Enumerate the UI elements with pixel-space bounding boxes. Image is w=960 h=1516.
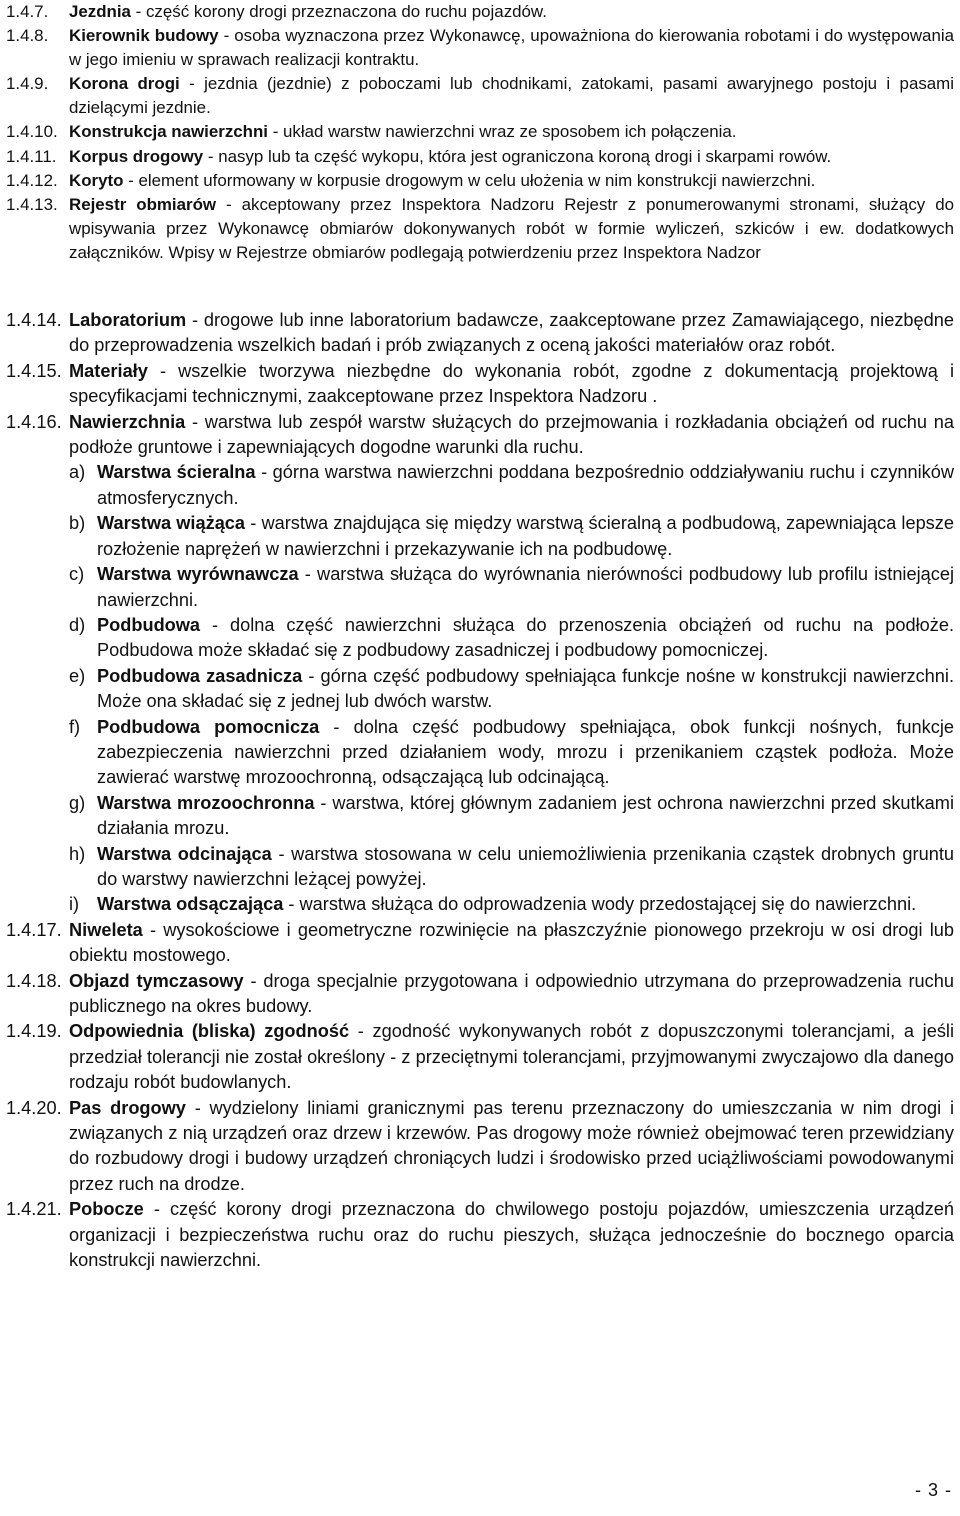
definition-body xyxy=(69,359,954,410)
definition-number: 1.4.15. xyxy=(6,360,62,381)
definition-body xyxy=(69,1197,954,1273)
definition-body xyxy=(69,24,954,72)
layer-item xyxy=(69,892,954,917)
definition-term: Konstrukcja nawierzchni xyxy=(69,122,268,142)
pavement-layers-list xyxy=(69,460,954,917)
layer-item-term: Warstwa odcinająca xyxy=(97,843,272,864)
definitions-list-part2 xyxy=(6,308,954,460)
definition-body xyxy=(69,1019,954,1095)
definition-body xyxy=(69,169,954,193)
definition-description: - drogowe lub inne laboratorium badawcze, zaakceptowane przez Zamawiającego, niezbędne do przeprowadzenia wszelkich badań i prób związanych z oceną jakości materiałów oraz robót. xyxy=(69,310,954,356)
layer-item-letter: i) xyxy=(69,894,80,915)
definition-number: 1.4.19. xyxy=(6,1021,62,1042)
definition-description: - akceptowany przez Inspektora Nadzoru Rejestr z ponumerowanymi stronami, służący do wpisywania przez Wykonawcę obmiarów dokonywanych robót w formie wyliczeń, szkiców i ew. dodatkowych załączników. Wpisy w Rejestrze obmiarów podlegają potwierdzeniu przez Inspektora Nadzor xyxy=(69,194,954,262)
layer-item-letter: c) xyxy=(69,564,85,585)
definition-entry xyxy=(6,72,954,120)
definition-number: 1.4.10. xyxy=(6,122,58,142)
definition-number: 1.4.18. xyxy=(6,970,62,991)
definition-term: Materiały xyxy=(69,360,148,381)
layer-item xyxy=(69,664,954,715)
layer-item-body xyxy=(97,460,954,511)
definition-description: - nasyp lub ta część wykopu, która jest ograniczona koroną drogi i skarpami rowów. xyxy=(203,146,832,166)
definition-term: Korona drogi xyxy=(69,74,180,94)
definition-term: Pobocze xyxy=(69,1199,144,1220)
layer-item-description: - warstwa stosowana w celu uniemożliwienia przenikania cząstek drobnych gruntu do warstwy nawierzchni leżącej powyżej. xyxy=(97,843,954,889)
definition-number: 1.4.20. xyxy=(6,1097,62,1118)
definition-term: Objazd tymczasowy xyxy=(69,970,244,991)
definition-term: Odpowiednia (bliska) zgodność xyxy=(69,1021,350,1042)
definition-description: - osoba wyznaczona przez Wykonawcę, upoważniona do kierowania robotami i do występowania w jego imieniu w sprawach realizacji kontraktu. xyxy=(69,26,954,70)
definition-number: 1.4.14. xyxy=(6,310,62,331)
definition-term: Koryto xyxy=(69,170,124,190)
definition-entry xyxy=(6,308,954,359)
definition-description: - część korony drogi przeznaczona do chwilowego postoju pojazdów, umieszczenia urządzeń organizacji i bezpieczeństwa ruchu oraz do ruchu pieszych, służąca jednocześnie do bocznego oparcia konstrukcji nawierzchni. xyxy=(69,1199,954,1271)
definition-body xyxy=(69,969,954,1020)
definitions-list-part3 xyxy=(6,918,954,1274)
definition-number: 1.4.17. xyxy=(6,919,62,940)
layer-item xyxy=(69,715,954,791)
definition-description: - warstwa lub zespół warstw służących do przejmowania i rozkładania obciążeń od ruchu na podłoże gruntowe i zapewniających dogodne warunki dla ruchu. xyxy=(69,411,954,458)
layer-item-term: Warstwa ścieralna xyxy=(97,462,256,483)
definition-description: - wszelkie tworzywa niezbędne do wykonania robót, zgodne z dokumentacją projektową i specyfikacjami technicznymi, zaakceptowane przez Inspektora Nadzoru . xyxy=(69,360,954,407)
definition-description: - wysokościowe i geometryczne rozwinięcie na płaszczyźnie pionowego przekroju w osi drogi lub obiektu mostowego. xyxy=(69,919,954,966)
layer-item-term: Warstwa wiążąca xyxy=(97,513,246,534)
definition-term: Jezdnia xyxy=(69,2,131,21)
layer-item-term: Warstwa wyrównawcza xyxy=(97,564,299,585)
layer-item-description: - górna część podbudowy spełniająca funkcje nośne w konstrukcji nawierzchni. Może ona składać się z jednej lub dwóch warstw. xyxy=(97,665,954,712)
layer-item xyxy=(69,562,954,613)
definition-term: Rejestr obmiarów xyxy=(69,194,217,214)
layer-item xyxy=(69,460,954,511)
definition-entry xyxy=(6,0,954,24)
layer-item-letter: e) xyxy=(69,665,86,686)
layer-item xyxy=(69,842,954,893)
layer-item-letter: f) xyxy=(69,716,81,737)
layer-item-body xyxy=(97,613,954,664)
definition-term: Nawierzchnia xyxy=(69,411,186,432)
layer-item-term: Podbudowa pomocnicza xyxy=(97,716,320,737)
layer-item-body xyxy=(97,842,954,893)
layer-item-letter: g) xyxy=(69,792,86,813)
definition-number: 1.4.21. xyxy=(6,1199,62,1220)
layer-item-letter: a) xyxy=(69,462,86,483)
definition-entry xyxy=(6,24,954,72)
definition-entry xyxy=(6,193,954,265)
definition-entry xyxy=(6,1096,954,1198)
definition-term: Kierownik budowy xyxy=(69,26,219,46)
layer-item-term: Podbudowa zasadnicza xyxy=(97,665,303,686)
layer-item-letter: b) xyxy=(69,513,86,534)
layer-item-description: - warstwa znajdująca się między warstwą ścieralną a podbudową, zapewniająca lepsze rozłożenie naprężeń w nawierzchni i przekazywanie ich na podbudowę. xyxy=(97,513,954,559)
definition-entry xyxy=(6,410,954,461)
definition-term: Niweleta xyxy=(69,919,143,940)
definition-entry xyxy=(6,169,954,193)
layer-item-description: - dolna część podbudowy spełniająca, obok funkcji nośnych, funkcje zabezpieczenia nawierzchni przed działaniem wody, mrozu i przenikaniem cząstek podłoża. Może zawierać warstwę mrozoochronną, odsączającą lub odcinającą. xyxy=(97,716,954,788)
definition-number: 1.4.8. xyxy=(6,26,49,46)
definition-number: 1.4.11. xyxy=(6,146,57,166)
definition-body xyxy=(69,0,954,24)
layer-item-term: Warstwa mrozoochronna xyxy=(97,792,315,813)
definition-entry xyxy=(6,120,954,144)
definition-number: 1.4.16. xyxy=(6,411,62,432)
blank-gap xyxy=(6,265,954,308)
definition-entry xyxy=(6,145,954,169)
definition-term: Laboratorium xyxy=(69,310,187,331)
definition-number: 1.4.13. xyxy=(6,194,58,214)
definition-entry xyxy=(6,1019,954,1095)
definition-description: - wydzielony liniami granicznymi pas terenu przeznaczony do umieszczania w nim drogi i związanych z nią urządzeń oraz drzew i krzewów. Pas drogowy może również obejmować teren przewidziany do rozbudowy drogi i budowy urządzeń chroniących ludzi i środowisko przed uciążliwościami powodowanymi przez ruch na drodze. xyxy=(69,1097,954,1194)
layer-item-term: Warstwa odsączająca xyxy=(97,894,284,915)
definition-body xyxy=(69,120,954,144)
definition-term: Korpus drogowy xyxy=(69,146,204,166)
definition-description: - element uformowany w korpusie drogowym w celu ułożenia w nim konstrukcji nawierzchni. xyxy=(123,170,816,190)
layer-item-term: Podbudowa xyxy=(97,614,201,635)
definition-body xyxy=(69,145,954,169)
layer-item-body xyxy=(97,664,954,715)
layer-item-letter: d) xyxy=(69,614,86,635)
definitions-text xyxy=(6,0,954,1273)
definition-body xyxy=(69,410,954,461)
layer-item xyxy=(69,791,954,842)
layer-item xyxy=(69,613,954,664)
definition-description: - droga specjalnie przygotowana i odpowiednio utrzymana do przeprowadzenia ruchu publicznego na okres budowy. xyxy=(69,970,954,1016)
layer-item-description: - warstwa, której głównym zadaniem jest ochrona nawierzchni przed skutkami działania mrozu. xyxy=(97,792,954,839)
definition-entry xyxy=(6,918,954,969)
definition-description: - jezdnia (jezdnie) z poboczami lub chodnikami, zatokami, pasami awaryjnego postoju i pasami dzielącymi jezdnie. xyxy=(69,74,955,118)
layer-item-letter: h) xyxy=(69,843,86,864)
definition-number: 1.4.9. xyxy=(6,74,49,94)
definition-term: Pas drogowy xyxy=(69,1097,186,1118)
layer-item-body xyxy=(97,511,954,562)
layer-item-body xyxy=(97,715,954,791)
definition-description: - zgodność wykonywanych robót z dopuszczonymi tolerancjami, a jeśli przedział tolerancji nie został określony - z przeciętnymi tolerancjami, przyjmowanymi zwyczajowo dla danego rodzaju robót budowlanych. xyxy=(69,1021,954,1093)
definition-body xyxy=(69,193,954,265)
layer-item-body xyxy=(97,892,954,917)
layer-item-description: - dolna część nawierzchni służąca do przenoszenia obciążeń od ruchu na podłoże. Podbudowa może składać się z podbudowy zasadniczej i podbudowy pomocniczej. xyxy=(97,614,954,661)
layer-item xyxy=(69,511,954,562)
definition-description: - układ warstw nawierzchni wraz ze sposobem ich połączenia. xyxy=(268,122,737,142)
layer-item-body xyxy=(97,791,954,842)
definition-entry xyxy=(6,969,954,1020)
definition-number: 1.4.7. xyxy=(6,2,49,21)
definition-body xyxy=(69,1096,954,1198)
layer-item-body xyxy=(97,562,954,613)
definition-body xyxy=(69,72,954,120)
definition-body xyxy=(69,308,954,359)
definition-number: 1.4.12. xyxy=(6,170,58,190)
layer-item-description: - górna warstwa nawierzchni poddana bezpośrednio oddziaływaniu ruchu i czynników atmosferycznych. xyxy=(97,462,954,508)
definition-description: - część korony drogi przeznaczona do ruchu pojazdów. xyxy=(130,2,547,21)
layer-item-description: - warstwa służąca do wyrównania nierówności podbudowy lub profilu istniejącej nawierzchni. xyxy=(97,564,954,610)
definitions-list-part1 xyxy=(6,0,954,265)
definition-entry xyxy=(6,359,954,410)
layer-item-description: - warstwa służąca do odprowadzenia wody przedostającej się do nawierzchni. xyxy=(283,894,917,915)
page-number: - 3 - xyxy=(914,1480,952,1500)
definition-entry xyxy=(6,1197,954,1273)
definition-body xyxy=(69,918,954,969)
